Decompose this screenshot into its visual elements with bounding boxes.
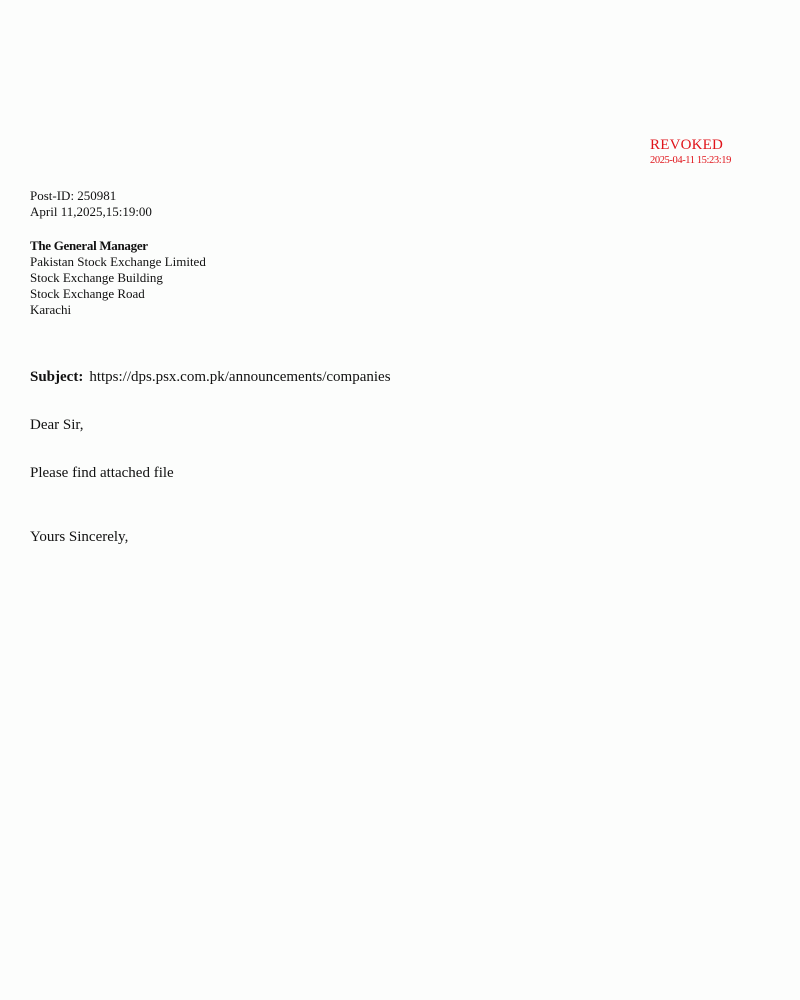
subject-line	[30, 368, 391, 386]
addressee-block	[30, 238, 206, 318]
salutation: Dear Sir,	[30, 417, 84, 433]
addressee-name: The General Manager	[30, 238, 148, 253]
closing: Yours Sincerely,	[30, 529, 129, 545]
post-id: Post-ID: 250981	[30, 188, 117, 203]
revoked-stamp	[650, 136, 731, 168]
subject-text: https://dps.psx.com.pk/announcements/companies	[89, 369, 391, 385]
letter-date: April 11,2025,15:19:00	[30, 204, 152, 219]
subject-label: Subject:	[30, 369, 84, 385]
addressee-road: Stock Exchange Road	[30, 286, 145, 301]
addressee-city: Karachi	[30, 302, 72, 317]
letter-meta	[30, 188, 152, 220]
addressee-company: Pakistan Stock Exchange Limited	[30, 254, 206, 269]
addressee-building: Stock Exchange Building	[30, 270, 163, 285]
stamp-status: REVOKED	[650, 137, 724, 153]
stamp-timestamp: 2025-04-11 15:23:19	[650, 155, 731, 166]
body-text: Please find attached file	[30, 465, 174, 481]
